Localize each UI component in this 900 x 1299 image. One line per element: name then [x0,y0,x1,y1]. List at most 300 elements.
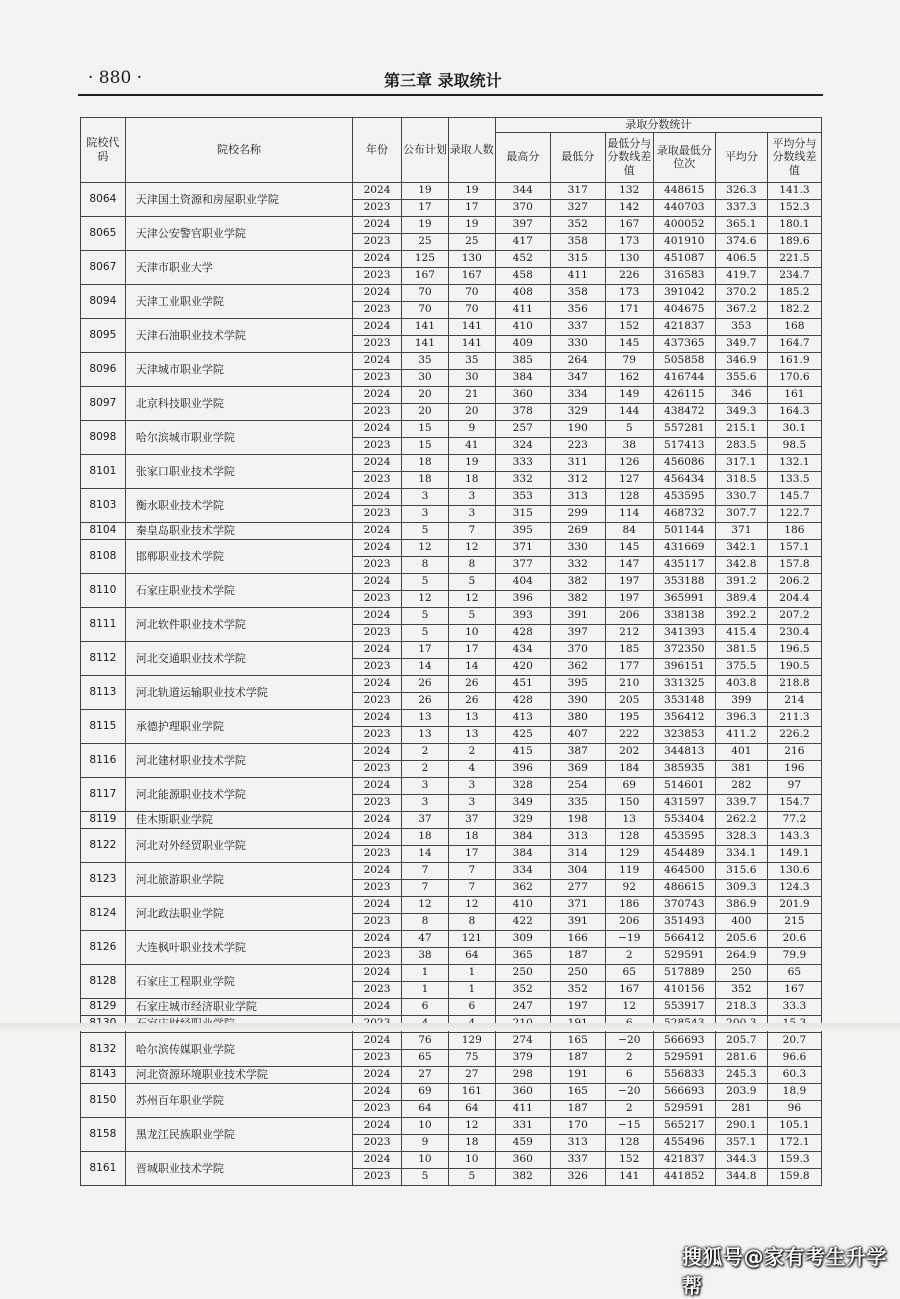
school-name: 天津石油职业技术学院 [125,318,352,352]
min-diff-cell: −19 [605,930,653,947]
year-cell: 2023 [353,658,402,675]
max-score-cell: 415 [495,743,550,760]
plan-cell: 5 [402,522,449,539]
min-score-cell: 165 [550,1032,605,1049]
min-rank-cell: 435117 [653,556,715,573]
col-min-rank-header: 录取最低分位次 [653,132,715,182]
min-diff-cell: 222 [605,726,653,743]
admitted-cell: 19 [448,182,495,199]
min-score-cell: 347 [550,369,605,386]
table-row [81,250,822,267]
plan-cell: 5 [402,573,449,590]
avg-score-cell: 381 [715,760,767,777]
table-row [81,488,822,505]
avg-diff-cell: 96.6 [767,1049,821,1066]
min-score-cell: 356 [550,301,605,318]
avg-diff-cell: 215 [767,913,821,930]
min-rank-cell: 396151 [653,658,715,675]
min-rank-cell: 341393 [653,624,715,641]
avg-score-cell: 281 [715,1100,767,1117]
max-score-cell: 328 [495,777,550,794]
avg-diff-cell: 159.8 [767,1168,821,1185]
year-cell: 2023 [353,403,402,420]
school-code: 8132 [81,1032,126,1066]
avg-score-cell: 353 [715,318,767,335]
min-score-cell: 277 [550,879,605,896]
avg-diff-cell: 105.1 [767,1117,821,1134]
min-diff-cell: 177 [605,658,653,675]
plan-cell: 167 [402,267,449,284]
plan-cell: 2 [402,760,449,777]
avg-diff-cell: 180.1 [767,216,821,233]
school-code: 8113 [81,675,126,709]
admitted-cell: 75 [448,1049,495,1066]
col-code-header: 院校代码 [81,118,126,183]
plan-cell: 26 [402,692,449,709]
plan-cell: 125 [402,250,449,267]
min-rank-cell: 338138 [653,607,715,624]
min-rank-cell: 448615 [653,182,715,199]
avg-diff-cell: 161.9 [767,352,821,369]
min-diff-cell: 130 [605,250,653,267]
avg-diff-cell: 204.4 [767,590,821,607]
min-score-cell: 326 [550,1168,605,1185]
school-name: 哈尔滨传媒职业学院 [125,1032,352,1066]
year-cell: 2023 [353,471,402,488]
avg-diff-cell: 201.9 [767,896,821,913]
school-name: 河北资源环境职业技术学院 [125,1066,352,1083]
max-score-cell: 331 [495,1117,550,1134]
avg-score-cell: 403.8 [715,675,767,692]
avg-score-cell: 419.7 [715,267,767,284]
avg-diff-cell: 18.9 [767,1083,821,1100]
avg-diff-cell: 157.1 [767,539,821,556]
avg-score-cell: 357.1 [715,1134,767,1151]
min-score-cell: 382 [550,573,605,590]
avg-score-cell: 374.6 [715,233,767,250]
min-rank-cell: 566693 [653,1083,715,1100]
col-min-header: 最低分 [550,132,605,182]
plan-cell: 3 [402,505,449,522]
school-code: 8101 [81,454,126,488]
year-cell: 2024 [353,284,402,301]
plan-cell: 7 [402,862,449,879]
plan-cell: 20 [402,403,449,420]
avg-diff-cell: 124.3 [767,879,821,896]
avg-score-cell: 367.2 [715,301,767,318]
min-score-cell: 411 [550,267,605,284]
min-diff-cell: 144 [605,403,653,420]
plan-cell: 65 [402,1049,449,1066]
avg-diff-cell: 234.7 [767,267,821,284]
avg-diff-cell: 98.5 [767,437,821,454]
school-name: 天津国土资源和房屋职业学院 [125,182,352,216]
school-code: 8117 [81,777,126,811]
plan-cell: 5 [402,607,449,624]
score-group-header: 录取分数统计 [495,118,821,133]
avg-score-cell: 346.9 [715,352,767,369]
plan-cell: 18 [402,471,449,488]
min-score-cell: 314 [550,845,605,862]
avg-score-cell: 250 [715,964,767,981]
admitted-cell: 14 [448,658,495,675]
min-score-cell: 358 [550,284,605,301]
max-score-cell: 425 [495,726,550,743]
admitted-cell: 1 [448,981,495,998]
avg-diff-cell: 149.1 [767,845,821,862]
year-cell: 2023 [353,794,402,811]
admitted-cell: 17 [448,199,495,216]
admitted-cell: 12 [448,1117,495,1134]
min-diff-cell: 38 [605,437,653,454]
plan-cell: 3 [402,794,449,811]
admitted-cell: 70 [448,301,495,318]
table-row [81,709,822,726]
year-cell: 2024 [353,250,402,267]
plan-cell: 27 [402,1066,449,1083]
max-score-cell: 371 [495,539,550,556]
table-row [81,573,822,590]
year-cell: 2023 [353,556,402,573]
year-cell: 2024 [353,964,402,981]
max-score-cell: 309 [495,930,550,947]
col-min-diff-header: 最低分与分数线差值 [605,132,653,182]
min-score-cell: 312 [550,471,605,488]
school-name: 黑龙江民族职业学院 [125,1117,352,1151]
year-cell: 2023 [353,1049,402,1066]
max-score-cell: 434 [495,641,550,658]
admitted-cell: 18 [448,828,495,845]
admitted-cell: 26 [448,692,495,709]
min-rank-cell: 517889 [653,964,715,981]
min-diff-cell: 6 [605,1066,653,1083]
admitted-cell: 8 [448,556,495,573]
min-rank-cell: 385935 [653,760,715,777]
admitted-cell: 17 [448,845,495,862]
min-rank-cell: 529591 [653,1100,715,1117]
min-diff-cell: 12 [605,998,653,1015]
avg-score-cell: 411.2 [715,726,767,743]
avg-score-cell: 396.3 [715,709,767,726]
school-code: 8128 [81,964,126,998]
plan-cell: 19 [402,216,449,233]
admitted-cell: 130 [448,250,495,267]
avg-score-cell: 391.2 [715,573,767,590]
admitted-cell: 5 [448,1168,495,1185]
avg-diff-cell: 133.5 [767,471,821,488]
plan-cell: 18 [402,454,449,471]
plan-cell: 64 [402,1100,449,1117]
min-rank-cell: 331325 [653,675,715,692]
min-diff-cell: 2 [605,1100,653,1117]
min-score-cell: 358 [550,233,605,250]
school-code: 8108 [81,539,126,573]
min-diff-cell: 65 [605,964,653,981]
plan-cell: 69 [402,1083,449,1100]
min-score-cell: 391 [550,913,605,930]
table-row [81,522,822,539]
admitted-cell: 3 [448,505,495,522]
min-score-cell: 311 [550,454,605,471]
year-cell: 2024 [353,675,402,692]
year-cell: 2023 [353,1168,402,1185]
school-name: 天津公安警官职业学院 [125,216,352,250]
school-code: 8112 [81,641,126,675]
min-rank-cell: 514601 [653,777,715,794]
table-row [81,216,822,233]
school-code: 8110 [81,573,126,607]
year-cell: 2023 [353,879,402,896]
avg-score-cell: 282 [715,777,767,794]
avg-score-cell: 342.8 [715,556,767,573]
min-score-cell: 380 [550,709,605,726]
avg-diff-cell: 130.6 [767,862,821,879]
plan-cell: 19 [402,182,449,199]
min-rank-cell: 356412 [653,709,715,726]
admitted-cell: 141 [448,335,495,352]
max-score-cell: 396 [495,760,550,777]
school-name: 天津工业职业学院 [125,284,352,318]
plan-cell: 10 [402,1151,449,1168]
admitted-cell: 12 [448,590,495,607]
avg-diff-cell: 141.3 [767,182,821,199]
school-code: 8119 [81,811,126,828]
avg-score-cell: 337.3 [715,199,767,216]
admitted-cell: 26 [448,675,495,692]
avg-diff-cell: 33.3 [767,998,821,1015]
admitted-cell: 3 [448,777,495,794]
chapter-title: 第三章 录取统计 [384,71,502,90]
min-rank-cell: 353148 [653,692,715,709]
admitted-cell: 19 [448,454,495,471]
avg-diff-cell: 132.1 [767,454,821,471]
school-name: 天津城市职业学院 [125,352,352,386]
year-cell: 2024 [353,1066,402,1083]
avg-diff-cell: 164.7 [767,335,821,352]
min-rank-cell: 464500 [653,862,715,879]
min-diff-cell: 145 [605,539,653,556]
plan-cell: 15 [402,420,449,437]
admitted-cell: 12 [448,896,495,913]
min-diff-cell: 167 [605,216,653,233]
min-rank-cell: 421837 [653,318,715,335]
avg-score-cell: 339.7 [715,794,767,811]
avg-diff-cell: 190.5 [767,658,821,675]
year-cell: 2024 [353,998,402,1015]
year-cell: 2023 [353,981,402,998]
min-score-cell: 397 [550,624,605,641]
avg-diff-cell: 167 [767,981,821,998]
max-score-cell: 411 [495,301,550,318]
school-code: 8150 [81,1083,126,1117]
min-diff-cell: 142 [605,199,653,216]
admitted-cell: 70 [448,284,495,301]
min-score-cell: 391 [550,607,605,624]
plan-cell: 12 [402,539,449,556]
school-name: 衡水职业技术学院 [125,488,352,522]
max-score-cell: 329 [495,811,550,828]
avg-diff-cell: 196 [767,760,821,777]
min-diff-cell: 2 [605,947,653,964]
year-cell: 2023 [353,726,402,743]
year-cell: 2024 [353,318,402,335]
avg-score-cell: 342.1 [715,539,767,556]
min-diff-cell: 171 [605,301,653,318]
min-rank-cell: 456086 [653,454,715,471]
school-code: 8115 [81,709,126,743]
max-score-cell: 410 [495,318,550,335]
school-code: 8064 [81,182,126,216]
avg-diff-cell: 20.6 [767,930,821,947]
admitted-cell: 7 [448,522,495,539]
min-diff-cell: 149 [605,386,653,403]
admitted-cell: 4 [448,760,495,777]
school-code: 8067 [81,250,126,284]
max-score-cell: 315 [495,505,550,522]
max-score-cell: 385 [495,352,550,369]
plan-cell: 76 [402,1032,449,1049]
school-code: 8097 [81,386,126,420]
min-rank-cell: 365991 [653,590,715,607]
page-number: · 880 · [88,68,143,88]
max-score-cell: 395 [495,522,550,539]
max-score-cell: 409 [495,335,550,352]
avg-score-cell: 328.3 [715,828,767,845]
max-score-cell: 360 [495,386,550,403]
min-diff-cell: 185 [605,641,653,658]
year-cell: 2024 [353,1151,402,1168]
school-name: 石家庄职业技术学院 [125,573,352,607]
min-diff-cell: 205 [605,692,653,709]
min-score-cell: 165 [550,1083,605,1100]
min-rank-cell: 565217 [653,1117,715,1134]
min-rank-cell: 557281 [653,420,715,437]
table-row [81,607,822,624]
max-score-cell: 370 [495,199,550,216]
school-code: 8122 [81,828,126,862]
min-diff-cell: 152 [605,318,653,335]
min-diff-cell: 132 [605,182,653,199]
min-rank-cell: 529591 [653,947,715,964]
min-diff-cell: 127 [605,471,653,488]
max-score-cell: 451 [495,675,550,692]
min-score-cell: 382 [550,590,605,607]
avg-score-cell: 386.9 [715,896,767,913]
table-row [81,964,822,981]
admitted-cell: 121 [448,930,495,947]
min-diff-cell: 173 [605,284,653,301]
max-score-cell: 411 [495,1100,550,1117]
year-cell: 2024 [353,777,402,794]
school-name: 哈尔滨城市职业学院 [125,420,352,454]
plan-cell: 10 [402,1117,449,1134]
min-diff-cell: 145 [605,335,653,352]
table-row [81,675,822,692]
school-name: 河北对外经贸职业学院 [125,828,352,862]
max-score-cell: 377 [495,556,550,573]
plan-cell: 5 [402,624,449,641]
avg-diff-cell: 170.6 [767,369,821,386]
avg-score-cell: 365.1 [715,216,767,233]
school-code: 8096 [81,352,126,386]
min-score-cell: 250 [550,964,605,981]
admitted-cell: 18 [448,1134,495,1151]
admitted-cell: 35 [448,352,495,369]
year-cell: 2023 [353,369,402,386]
plan-cell: 14 [402,845,449,862]
min-diff-cell: 184 [605,760,653,777]
year-cell: 2023 [353,1100,402,1117]
min-diff-cell: 150 [605,794,653,811]
year-cell: 2024 [353,216,402,233]
admitted-cell: 7 [448,862,495,879]
max-score-cell: 417 [495,233,550,250]
min-score-cell: 304 [550,862,605,879]
min-score-cell: 166 [550,930,605,947]
avg-score-cell: 400 [715,913,767,930]
max-score-cell: 382 [495,1168,550,1185]
avg-diff-cell: 189.6 [767,233,821,250]
col-admitted-header: 录取人数 [448,118,495,183]
max-score-cell: 378 [495,403,550,420]
max-score-cell: 332 [495,471,550,488]
min-rank-cell: 370743 [653,896,715,913]
page-header [78,66,823,92]
avg-score-cell: 205.6 [715,930,767,947]
school-code: 8126 [81,930,126,964]
min-diff-cell: 69 [605,777,653,794]
min-rank-cell: 401910 [653,233,715,250]
school-name: 苏州百年职业学院 [125,1083,352,1117]
min-rank-cell: 453595 [653,488,715,505]
table-body [81,182,822,1185]
min-rank-cell: 455496 [653,1134,715,1151]
school-name: 承德护理职业学院 [125,709,352,743]
year-cell: 2023 [353,760,402,777]
min-diff-cell: 162 [605,369,653,386]
school-code: 8065 [81,216,126,250]
min-diff-cell: −20 [605,1032,653,1049]
min-score-cell: 387 [550,743,605,760]
min-rank-cell: 440703 [653,199,715,216]
min-rank-cell: 351493 [653,913,715,930]
min-rank-cell: 400052 [653,216,715,233]
avg-diff-cell: 77.2 [767,811,821,828]
school-code: 8104 [81,522,126,539]
admitted-cell: 9 [448,420,495,437]
avg-score-cell: 375.5 [715,658,767,675]
table-row [81,828,822,845]
year-cell: 2024 [353,182,402,199]
min-rank-cell: 453595 [653,828,715,845]
avg-score-cell: 399 [715,692,767,709]
min-diff-cell: 5 [605,420,653,437]
avg-score-cell: 317.1 [715,454,767,471]
year-cell: 2023 [353,505,402,522]
min-rank-cell: 501144 [653,522,715,539]
col-name-header: 院校名称 [125,118,352,183]
school-name: 邯郸职业技术学院 [125,539,352,573]
max-score-cell: 452 [495,250,550,267]
table-row [81,811,822,828]
min-rank-cell: 451087 [653,250,715,267]
avg-diff-cell: 214 [767,692,821,709]
plan-cell: 12 [402,590,449,607]
min-score-cell: 330 [550,335,605,352]
avg-diff-cell: 182.2 [767,301,821,318]
year-cell: 2023 [353,233,402,250]
year-cell: 2024 [353,607,402,624]
